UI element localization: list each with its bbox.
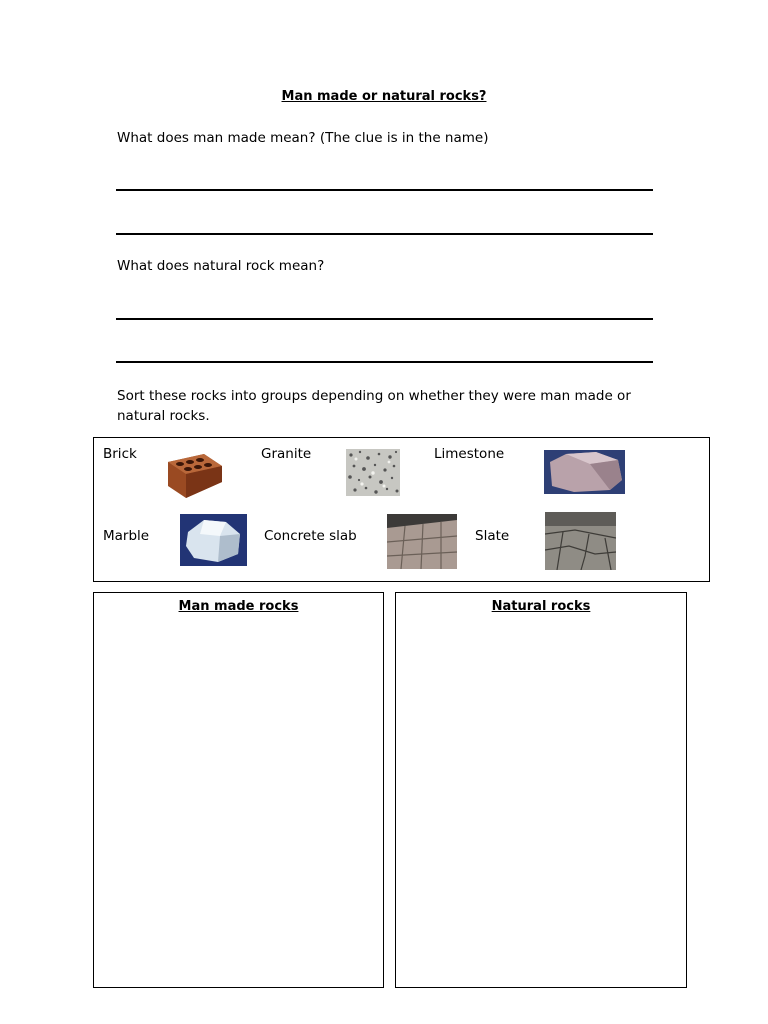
answer-line-3 <box>116 318 653 320</box>
label-marble: Marble <box>103 528 150 544</box>
label-limestone: Limestone <box>434 446 505 462</box>
concrete-slab-image <box>387 514 457 569</box>
granite-image <box>346 449 400 496</box>
sort-instructions: Sort these rocks into groups depending on whether they were man made or natural rocks. <box>117 388 631 424</box>
label-granite: Granite <box>261 446 312 462</box>
answer-line-1 <box>116 189 653 191</box>
slate-image <box>545 512 616 570</box>
man-made-rocks-column <box>93 592 384 988</box>
man-made-rocks-heading: Man made rocks <box>178 599 299 614</box>
natural-rocks-heading: Natural rocks <box>491 599 591 614</box>
worksheet-title: Man made or natural rocks? <box>281 89 487 104</box>
question-natural-rock: What does natural rock mean? <box>117 258 325 274</box>
limestone-image <box>544 450 625 494</box>
label-slate: Slate <box>475 528 510 544</box>
natural-rocks-column <box>395 592 687 988</box>
rock-examples-box <box>93 437 710 582</box>
question-man-made: What does man made mean? (The clue is in the name) <box>117 130 489 146</box>
label-concrete-slab: Concrete slab <box>264 528 357 544</box>
answer-line-4 <box>116 361 653 363</box>
label-brick: Brick <box>103 446 137 462</box>
brick-image <box>164 452 226 504</box>
answer-line-2 <box>116 233 653 235</box>
marble-image <box>180 514 247 566</box>
